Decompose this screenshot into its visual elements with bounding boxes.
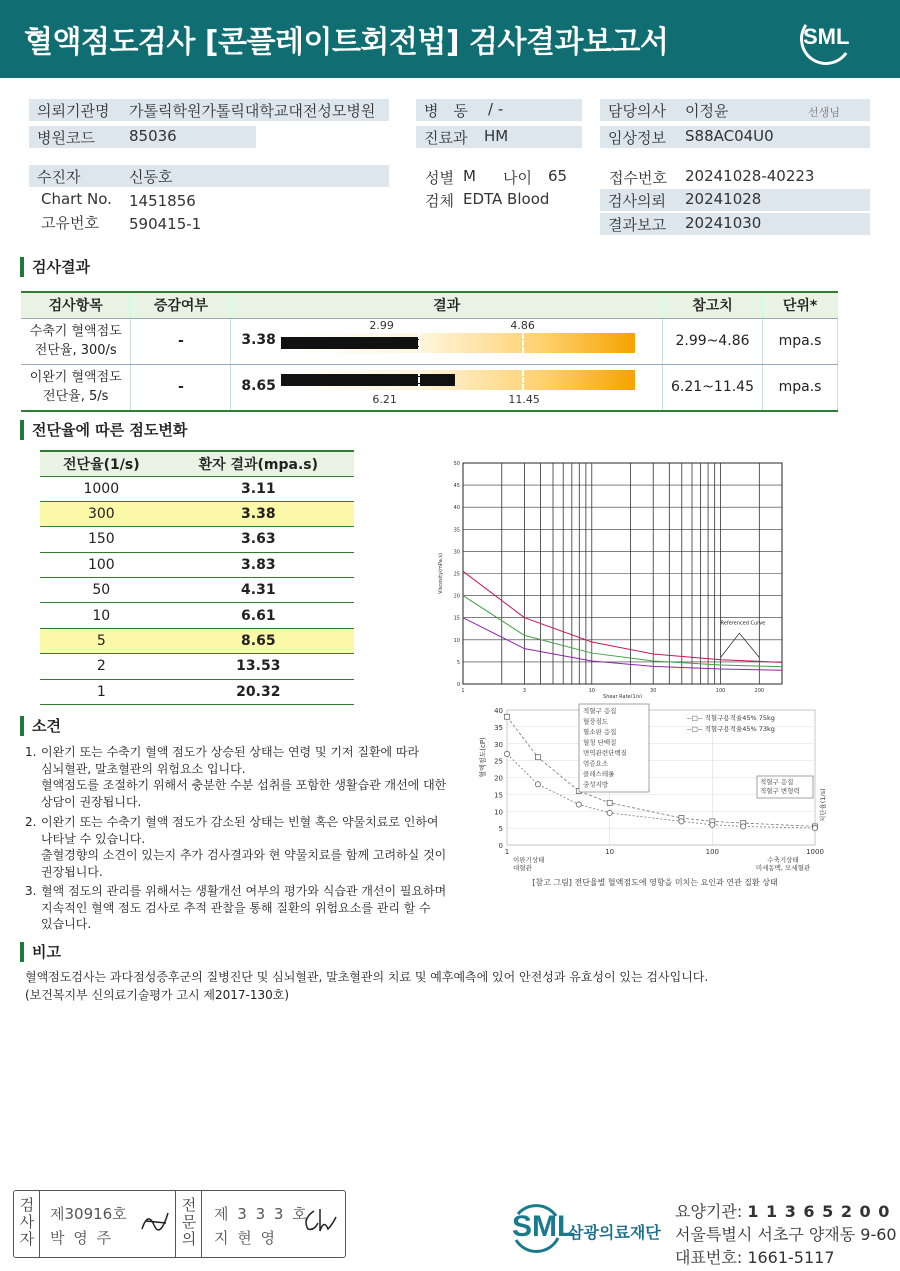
opinion-section-title: 소견 <box>20 716 61 736</box>
specialist-license: 제 3 3 3 호 <box>214 1205 309 1223</box>
shear-result: 3.83 <box>163 552 354 577</box>
footer-agency-label: 요양기관: <box>675 1202 743 1221</box>
table-row <box>40 578 354 603</box>
shear-table <box>40 450 354 705</box>
unique-no-label: 고유번호 <box>41 214 99 232</box>
data-point <box>710 822 715 827</box>
shear-rate: 2 <box>40 654 163 679</box>
unique-no-value: 590415-1 <box>129 215 202 233</box>
y-tick-label: 0 <box>498 842 503 850</box>
opinion-number: 1. <box>25 745 37 759</box>
data-point <box>741 824 746 829</box>
remark-line: 혈액점도검사는 과다점성증후군의 질병진단 및 심뇌혈관, 말초혈관의 치료 및 예후예측에 있어 안전성과 유효성이 있는 검사입니다. <box>25 970 709 984</box>
y-tick-label: 20 <box>453 593 460 600</box>
opinion-line: 권장됩니다. <box>41 864 103 879</box>
table-row <box>40 501 354 526</box>
shear-rate: 150 <box>40 527 163 552</box>
result-change: - <box>131 364 231 411</box>
specialist-name: 지 현 영 <box>214 1229 278 1247</box>
patient-value: 신동호 <box>129 168 173 186</box>
opinion-line: 이완기 또는 수축기 혈액 점도가 감소된 상태는 빈혈 혹은 약물치료로 인하여 <box>41 815 439 829</box>
shear-result: 3.11 <box>163 476 354 501</box>
result-value: 8.65 <box>241 377 276 394</box>
clinical-row <box>600 126 870 148</box>
footer-address: 서울특별시 서초구 양재동 9-60 <box>675 1225 897 1244</box>
hospital-code-row <box>29 126 256 148</box>
examiner-license: 제30916호 <box>50 1205 127 1223</box>
result-level-bar <box>281 337 419 349</box>
footer-agency-value: 1 1 3 6 5 2 0 0 <box>747 1202 891 1221</box>
signature-label-cell <box>14 1191 40 1257</box>
hospital-code-label: 병원코드 <box>37 129 95 147</box>
y-tick-label: 50 <box>453 461 460 467</box>
footer-phone-label: 대표번호: <box>675 1248 743 1267</box>
examiner-signature-icon <box>138 1205 174 1235</box>
shear-result: 3.38 <box>163 501 354 526</box>
results-header-unit: 단위* <box>763 292 838 318</box>
age-value: 65 <box>548 167 568 185</box>
doctor-label: 담당의사 <box>608 102 666 120</box>
shear-result: 8.65 <box>163 628 354 653</box>
ward-row <box>416 99 582 121</box>
results-header-change: 증감여부 <box>131 292 231 318</box>
result-ref-range: 2.99~4.86 <box>663 318 763 364</box>
y-tick-label: 40 <box>453 505 460 512</box>
doctor-row <box>600 99 870 121</box>
signature-box <box>13 1190 346 1258</box>
x-tick-label: 1000 <box>806 848 824 856</box>
legend-item: 염증요소 <box>583 759 609 768</box>
opinion-line: 혈액 점도의 관리를 위해서는 생활개선 여부의 평가와 식습관 개선이 필요하며 <box>41 884 447 898</box>
data-point <box>576 802 581 807</box>
y-tick-label: 5 <box>498 825 503 834</box>
report-header <box>0 0 900 78</box>
y-tick-label: 35 <box>453 527 460 534</box>
opinion-line: 혈액점도를 조절하기 위해서 충분한 수분 섭취를 포함한 생활습관 개선에 대한 <box>41 778 447 792</box>
result-item-name: 수축기 혈액점도 <box>29 324 122 339</box>
footer-phone <box>675 1245 835 1268</box>
opinion-line: 지속적인 혈액 점도 검사로 추적 관찰을 통해 질환의 위험요소를 관리 할 수 <box>41 900 431 915</box>
y-tick-label: 30 <box>453 549 460 556</box>
table-row <box>40 527 354 552</box>
dept-value: HM <box>484 127 509 145</box>
shear-rate: 300 <box>40 501 163 526</box>
shear-rate: 100 <box>40 552 163 577</box>
y-tick-label: 25 <box>494 757 503 766</box>
side-label: 저단율(1/s) <box>819 788 827 822</box>
y-tick-label: 30 <box>494 740 503 749</box>
signature-label-specialist: 전문의 <box>181 1196 197 1248</box>
legend-item: 혈소판 응집 <box>583 728 617 736</box>
signature-examiner-cell <box>40 1191 176 1257</box>
y-axis-label: Viscosity(mPa.s) <box>438 553 444 594</box>
y-tick-label: 10 <box>453 637 460 644</box>
legend-item: 콜레스테롤 <box>583 770 615 778</box>
clinical-value: S88AC04U0 <box>685 127 774 145</box>
y-tick-label: 25 <box>453 571 460 578</box>
y-axis-label: 혈액점도(cP) <box>479 737 487 778</box>
x-tick-label: 10 <box>588 688 595 694</box>
institution-row <box>29 99 389 121</box>
table-row <box>40 679 354 704</box>
y-tick-label: 20 <box>494 774 503 783</box>
sex-value: M <box>463 167 476 185</box>
result-item-shear: 전단율, 5/s <box>43 389 109 404</box>
remark-section-title: 비고 <box>20 942 61 962</box>
chart-no-value: 1451856 <box>129 192 196 210</box>
legend-item: --□-- 적혈구용적율45% 75kg <box>687 714 775 722</box>
report-row <box>600 213 870 235</box>
x-tick-label: 1 <box>504 848 510 856</box>
shear-result: 13.53 <box>163 654 354 679</box>
table-row <box>40 476 354 501</box>
shear-section-title: 전단율에 따른 점도변화 <box>20 420 187 440</box>
results-header-ref: 참고치 <box>663 292 763 318</box>
legend-item: 적혈구 변형력 <box>760 787 800 795</box>
result-ref-range: 6.21~11.45 <box>663 364 763 411</box>
results-header-row <box>21 292 838 318</box>
doctor-value: 이정윤 <box>685 102 729 120</box>
shear-header-rate: 전단율(1/s) <box>40 451 163 476</box>
x-tick-label: 1 <box>461 688 465 694</box>
legend-item: 중성지방 <box>583 780 609 789</box>
x-tick-label: 200 <box>754 688 765 694</box>
y-tick-label: 15 <box>494 791 503 800</box>
results-header-item: 검사항목 <box>21 292 131 318</box>
shear-header-result: 환자 결과(mpa.s) <box>163 451 354 476</box>
axis-note: 대혈관 <box>513 864 532 872</box>
ward-label: 병 동 <box>424 102 468 120</box>
y-tick-label: 40 <box>494 707 503 715</box>
table-row <box>40 552 354 577</box>
request-value: 20241028 <box>685 190 762 208</box>
data-point <box>535 755 540 760</box>
opinion-line: 상담이 권장됩니다. <box>41 794 142 809</box>
result-item-shear: 전단율, 300/s <box>34 343 117 358</box>
result-item-cell <box>21 318 131 364</box>
remark-line: (보건복지부 신의료기술평가 고시 제2017-130호) <box>25 988 290 1002</box>
table-row <box>40 628 354 653</box>
x-tick-label: 3 <box>522 688 527 694</box>
x-tick-label: 100 <box>705 848 720 856</box>
result-change: - <box>131 318 231 364</box>
footer-logo-text: SML <box>512 1210 576 1243</box>
result-bar-cell <box>231 364 663 411</box>
y-tick-label: 5 <box>456 659 460 666</box>
x-tick-label: 30 <box>650 688 657 694</box>
signature-label-examiner: 검사자 <box>19 1196 35 1248</box>
opinion-line: 있습니다. <box>41 917 92 931</box>
result-item-name: 이완기 혈액점도 <box>29 370 122 385</box>
results-header-result: 결과 <box>231 292 663 318</box>
result-unit: mpa.s <box>763 318 838 364</box>
ref-high-marker <box>522 333 524 353</box>
legend-item: 혈장점도 <box>583 717 609 726</box>
viscosity-curve-chart <box>430 458 790 698</box>
shear-result: 4.31 <box>163 578 354 603</box>
result-bar-cell <box>231 318 663 364</box>
institution-value: 가톨릭학원가톨릭대학교대전성모병원 <box>129 102 376 120</box>
data-point <box>679 819 684 824</box>
data-point <box>607 810 612 815</box>
specimen-label: 검체 <box>425 192 454 210</box>
shear-rate: 5 <box>40 628 163 653</box>
hospital-code-value: 85036 <box>129 127 177 145</box>
dept-label: 진료과 <box>424 129 468 147</box>
request-row <box>600 189 870 211</box>
footer-agency <box>675 1199 890 1222</box>
table-row <box>40 603 354 628</box>
shear-rate: 1 <box>40 679 163 704</box>
header-logo-text: SML <box>803 24 850 49</box>
axis-note: 수축기상태 <box>767 856 799 864</box>
chart-no-label: Chart No. <box>41 190 112 208</box>
results-section-title: 검사결과 <box>20 257 90 277</box>
y-tick-label: 15 <box>453 615 460 622</box>
axis-note: 미세동맥, 모세혈관 <box>755 864 811 872</box>
data-point <box>535 782 540 787</box>
chart-annotation: Referenced Curve <box>720 620 766 627</box>
shear-result: 6.61 <box>163 603 354 628</box>
patient-row <box>29 165 389 187</box>
specialist-signature-icon <box>300 1205 340 1235</box>
legend-item: 혈청 단백질 <box>583 738 617 747</box>
signature-label-cell <box>176 1191 202 1257</box>
x-axis-label: Shear Rate(1/s) <box>603 694 642 698</box>
table-row <box>40 654 354 679</box>
result-value: 3.38 <box>241 331 276 348</box>
axis-note: 이완기상태 <box>513 856 545 864</box>
opinion-number: 2. <box>25 815 37 829</box>
y-tick-label: 45 <box>453 483 460 490</box>
chart-caption: [참고 그림] 전단율별 혈액점도에 영향을 미치는 요인과 연관 질환 상태 <box>532 878 778 887</box>
doctor-suffix: 선생님 <box>808 106 840 119</box>
opinion-number: 3. <box>25 884 37 898</box>
x-tick-label: 10 <box>605 848 615 856</box>
result-level-bar <box>281 374 454 386</box>
footer-phone-value: 1661-5117 <box>747 1248 835 1267</box>
results-table <box>21 291 838 412</box>
shear-rate: 1000 <box>40 476 163 501</box>
opinion-line: 출혈경향의 소견이 있는지 추가 검사결과와 현 약물치료를 함께 고려하실 것이 <box>41 848 447 862</box>
result-unit: mpa.s <box>763 364 838 411</box>
examiner-name: 박 영 주 <box>50 1229 114 1247</box>
signature-specialist-cell <box>202 1191 345 1257</box>
y-tick-label: 35 <box>494 723 503 732</box>
shear-result: 20.32 <box>163 679 354 704</box>
request-label: 검사의뢰 <box>608 192 666 210</box>
data-point <box>504 751 509 756</box>
ref-low-marker <box>418 333 420 353</box>
legend-item: 면역관련단백질 <box>583 749 627 757</box>
receipt-value: 20241028-40223 <box>685 167 815 185</box>
clinical-label: 임상정보 <box>608 129 666 147</box>
specimen-value: EDTA Blood <box>463 190 550 208</box>
shear-header-row <box>40 451 354 476</box>
opinion-line: 심뇌혈관, 말초혈관의 위험요소 입니다. <box>41 761 246 776</box>
shear-result: 3.63 <box>163 527 354 552</box>
ref-high-label: 4.86 <box>510 318 535 332</box>
results-row-systolic <box>21 318 838 364</box>
y-tick-label: 0 <box>456 682 460 688</box>
legend-item: --□-- 적혈구용적율45% 73kg <box>687 725 775 733</box>
results-row-diastolic <box>21 364 838 411</box>
reference-figure-chart <box>475 700 835 890</box>
ref-high-label: 11.45 <box>508 392 540 406</box>
shear-rate: 10 <box>40 603 163 628</box>
report-label: 결과보고 <box>608 216 666 234</box>
patient-label: 수진자 <box>37 168 81 186</box>
ref-low-marker <box>418 370 420 390</box>
data-point <box>505 714 510 719</box>
dept-row <box>416 126 582 148</box>
institution-label: 의뢰기관명 <box>37 102 110 120</box>
sex-label: 성별 <box>425 169 454 187</box>
shear-rate: 50 <box>40 578 163 603</box>
ward-value: / - <box>488 100 504 118</box>
report-value: 20241030 <box>685 214 762 232</box>
ref-low-label: 2.99 <box>369 318 394 332</box>
data-point <box>607 800 612 805</box>
footer-org-name: 삼광의료재단 <box>568 1223 661 1242</box>
result-item-cell <box>21 364 131 411</box>
report-title: 혈액점도검사 [콘플레이트회전법] 검사결과보고서 <box>24 25 669 60</box>
x-tick-label: 100 <box>715 688 726 694</box>
ref-high-marker <box>522 370 524 390</box>
opinion-line: 나타날 수 있습니다. <box>41 831 146 846</box>
y-tick-label: 10 <box>494 808 503 817</box>
legend-item: 적혈구 응집 <box>760 778 794 786</box>
legend-item: 적혈구 응집 <box>583 707 617 715</box>
receipt-label: 접수번호 <box>609 169 667 187</box>
data-point <box>812 826 817 831</box>
opinion-line: 이완기 또는 수축기 혈액 점도가 상승된 상태는 연령 및 기저 질환에 따라 <box>41 745 420 759</box>
ref-low-label: 6.21 <box>372 392 397 406</box>
age-label: 나이 <box>503 169 532 187</box>
